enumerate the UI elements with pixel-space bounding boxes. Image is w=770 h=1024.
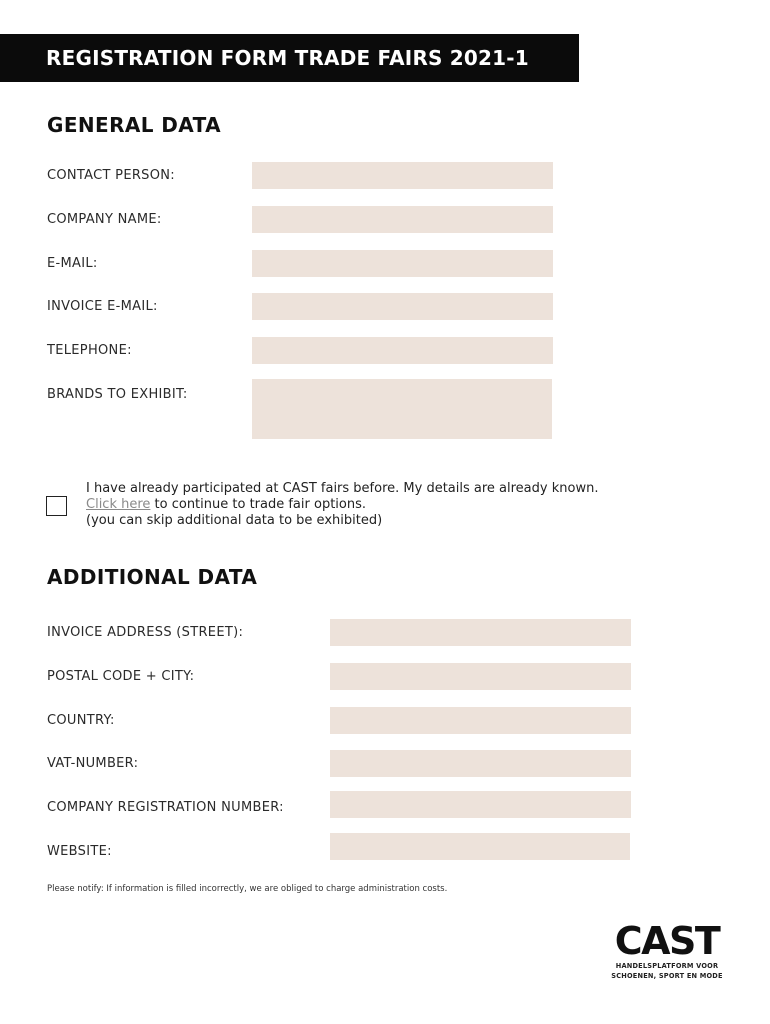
website-label: WEBSITE: <box>47 844 112 859</box>
logo-tagline-1: HANDELSPLATFORM VOOR <box>615 962 719 970</box>
company-name-label: COMPANY NAME: <box>47 212 162 227</box>
vat-number-label: VAT-NUMBER: <box>47 756 139 771</box>
email-field[interactable] <box>252 250 553 277</box>
form-title: REGISTRATION FORM TRADE FAIRS 2021-1 <box>46 46 529 70</box>
already-participated-checkbox[interactable] <box>46 496 67 516</box>
participation-text-line2 <box>86 497 598 513</box>
telephone-field[interactable] <box>252 337 553 364</box>
contact-person-field[interactable] <box>252 162 553 189</box>
additional-data-heading: ADDITIONAL DATA <box>47 565 258 589</box>
country-label: COUNTRY: <box>47 713 115 728</box>
company-registration-field[interactable] <box>330 791 631 818</box>
logo-tagline-2: SCHOENEN, SPORT EN MODE <box>611 972 723 980</box>
contact-person-label: CONTACT PERSON: <box>47 168 175 183</box>
brands-field[interactable] <box>252 379 552 439</box>
participation-notice <box>86 481 598 529</box>
brands-label: BRANDS TO EXHIBIT: <box>47 387 188 402</box>
participation-text-line1: I have already participated at CAST fairs before. My details are already known. <box>86 481 599 496</box>
form-title-banner <box>0 34 579 82</box>
country-field[interactable] <box>330 707 631 734</box>
website-field[interactable] <box>330 833 630 860</box>
telephone-label: TELEPHONE: <box>47 343 132 358</box>
company-name-field[interactable] <box>252 206 553 233</box>
invoice-email-field[interactable] <box>252 293 553 320</box>
click-here-link[interactable]: Click here <box>86 497 151 512</box>
invoice-address-field[interactable] <box>330 619 631 646</box>
email-label: E-MAIL: <box>47 256 98 271</box>
participation-text-line2-rest: to continue to trade fair options. <box>150 497 366 512</box>
postal-code-city-field[interactable] <box>330 663 631 690</box>
invoice-address-label: INVOICE ADDRESS (STREET): <box>47 625 244 640</box>
logo-wordmark: CAST <box>614 919 720 963</box>
cast-logo <box>608 921 726 981</box>
footnote-notice: Please notify: If information is filled incorrectly, we are obliged to charge administration costs. <box>47 884 448 894</box>
invoice-email-label: INVOICE E-MAIL: <box>47 299 158 314</box>
participation-text-line3: (you can skip additional data to be exhibited) <box>86 513 383 528</box>
general-data-heading: GENERAL DATA <box>47 113 221 137</box>
vat-number-field[interactable] <box>330 750 631 777</box>
company-registration-label: COMPANY REGISTRATION NUMBER: <box>47 800 284 815</box>
postal-code-city-label: POSTAL CODE + CITY: <box>47 669 195 684</box>
